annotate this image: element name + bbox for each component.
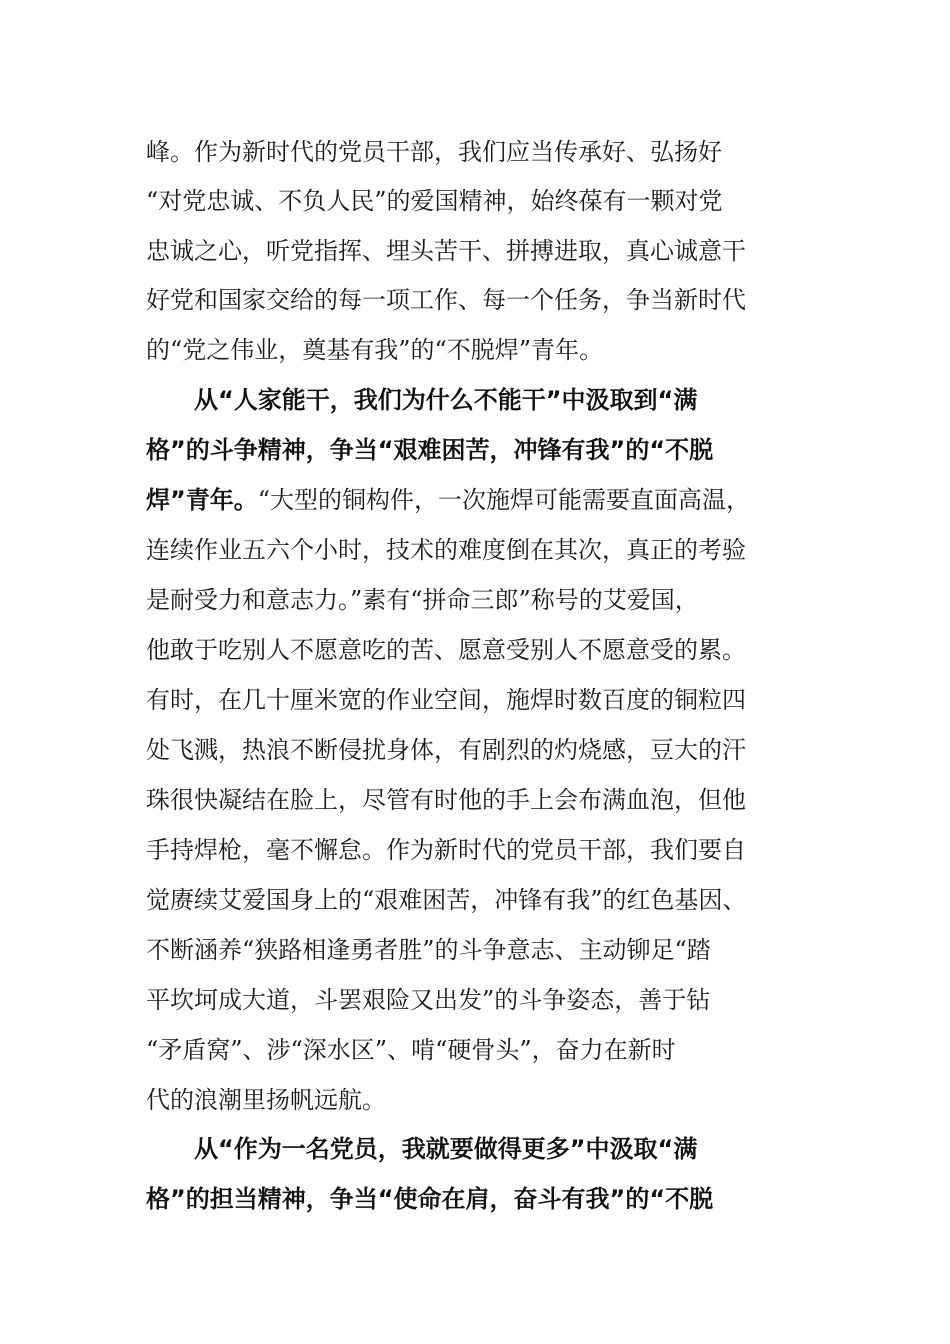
- line-text: 有时，在几十厘米宽的作业空间，施焊时数百度的铜粒四: [146, 686, 746, 714]
- bold-heading-text: 从“作为一名党员，我就要做得更多”中汲取“满: [194, 1135, 698, 1163]
- text-line: [146, 630, 806, 670]
- line-text: 手持焊枪，毫不懈怠。作为新时代的党员干部，我们要自: [146, 836, 746, 864]
- heading-line: [146, 430, 806, 470]
- bold-heading-text: 焊”青年。: [146, 486, 258, 514]
- text-line: [146, 231, 806, 271]
- heading-line: [194, 1129, 806, 1169]
- line-text: 好党和国家交给的每一项工作、每一个任务，争当新时代: [146, 286, 746, 314]
- line-text: 珠很快凝结在脸上，尽管有时他的手上会布满血泡，但他: [146, 786, 746, 814]
- line-text: 忠诚之心，听党指挥、埋头苦干、拼搏进取，真心诚意干: [146, 237, 746, 265]
- text-line: [146, 530, 806, 570]
- text-line: [146, 181, 806, 221]
- line-text: 平坎坷成大道，斗罢艰险又出发”的斗争姿态，善于钻: [146, 986, 711, 1014]
- heading-line: [146, 1179, 806, 1219]
- text-line: [146, 280, 806, 320]
- text-line: [146, 780, 806, 820]
- line-text: 不断涵养“狭路相逢勇者胜”的斗争意志、主动铆足“踏: [146, 936, 711, 964]
- line-text: 觉赓续艾爱国身上的“艰难困苦，冲锋有我”的红色基因、: [146, 886, 747, 914]
- bold-heading-text: 格”的斗争精神，争当“艰难困苦，冲锋有我”的“不脱: [146, 436, 714, 464]
- bold-heading-text: 从“人家能干，我们为什么不能干”中汲取到“满: [194, 386, 698, 414]
- line-text: “矛盾窝”、涉“深水区”、啃“硬骨头”，奋力在新时: [146, 1036, 676, 1064]
- line-text: 峰。作为新时代的党员干部，我们应当传承好、弘扬好: [146, 138, 722, 166]
- line-text: 是耐受力和意志力。”素有“拼命三郎”称号的艾爱国，: [146, 586, 699, 614]
- bold-heading-text: 格”的担当精神，争当“使命在肩，奋斗有我”的“不脱: [146, 1185, 714, 1213]
- text-line: [146, 330, 806, 370]
- line-text: 的“党之伟业，奠基有我”的“不脱焊”青年。: [146, 336, 604, 364]
- text-line: [146, 930, 806, 970]
- heading-line: [194, 380, 806, 420]
- line-text: 连续作业五六个小时，技术的难度倒在其次，真正的考验: [146, 536, 746, 564]
- mixed-line: [146, 480, 806, 520]
- text-line: [146, 830, 806, 870]
- text-line: [146, 580, 806, 620]
- text-line: [146, 1080, 806, 1120]
- text-line: [146, 880, 806, 920]
- line-text: “大型的铜构件，一次施焊可能需要直面高温，: [257, 486, 751, 514]
- text-line: [146, 132, 806, 172]
- line-text: 处飞溅，热浪不断侵扰身体，有剧烈的灼烧感，豆大的汗: [146, 736, 746, 764]
- text-line: [146, 730, 806, 770]
- text-line: [146, 680, 806, 720]
- line-text: 他敢于吃别人不愿意吃的苦、愿意受别人不愿意受的累。: [146, 636, 746, 664]
- line-text: 代的浪潮里扬帆远航。: [146, 1086, 386, 1114]
- text-line: [146, 1030, 806, 1070]
- line-text: “对党忠诚、不负人民”的爱国精神，始终葆有一颗对党: [146, 187, 723, 215]
- text-line: [146, 980, 806, 1020]
